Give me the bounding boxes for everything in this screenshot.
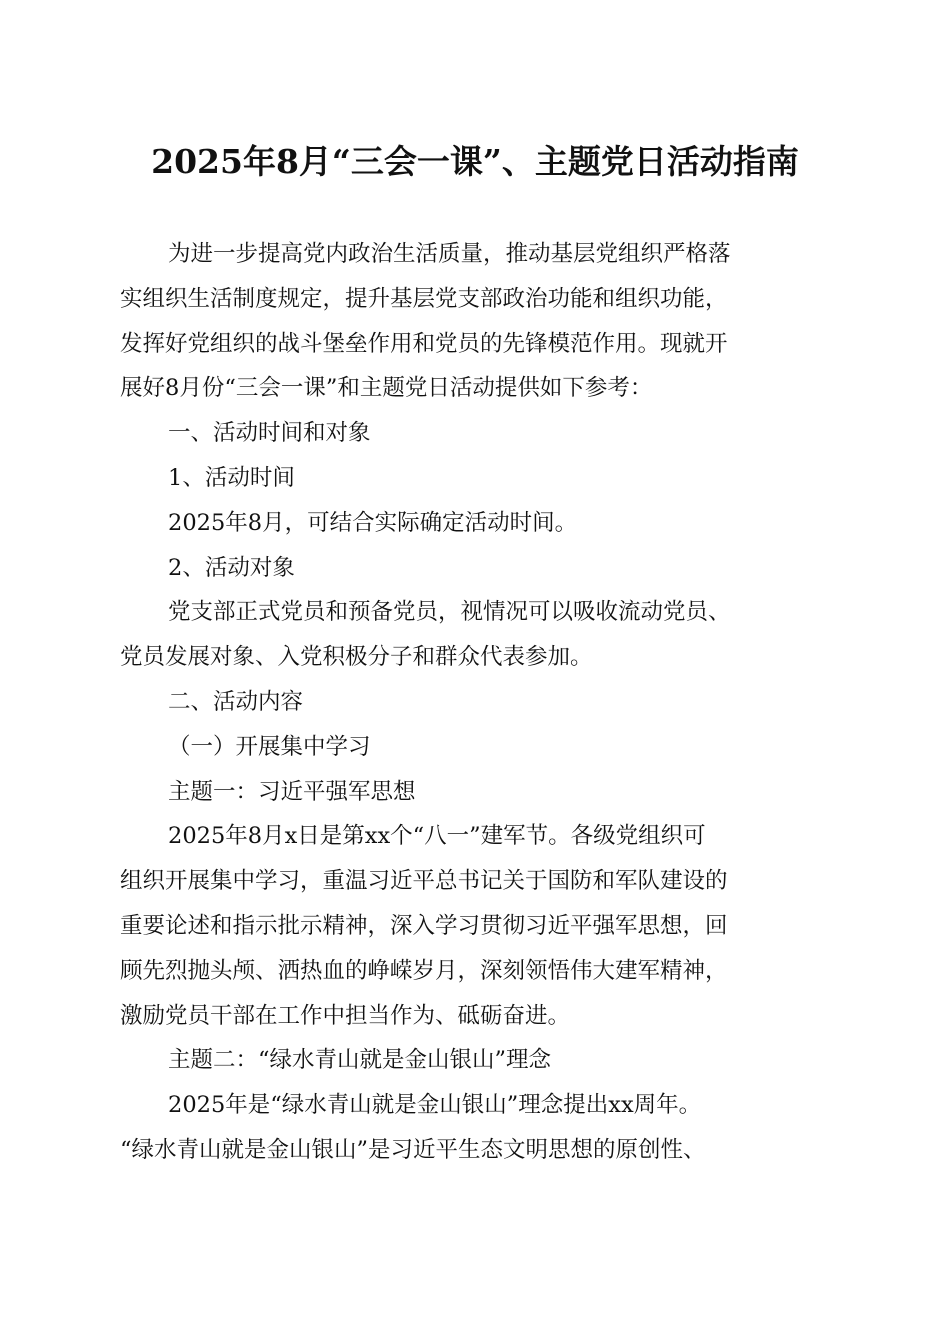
topic-heading: 主题二：“绿水青山就是金山银山”理念 — [168, 1047, 552, 1074]
topic-heading: 主题一：习近平强军思想 — [168, 778, 416, 805]
document-title: 2025年8月“三会一课”、主题党日活动指南 — [151, 142, 799, 181]
paragraph-line: 顾先烈抛头颅、洒热血的峥嵘岁月，深刻领悟伟大建军精神， — [120, 957, 728, 984]
paragraph-line: 展好8月份“三会一课”和主题党日活动提供如下参考： — [120, 375, 653, 402]
paragraph-line: 重要论述和指示批示精神，深入学习贯彻习近平强军思想，回 — [120, 912, 728, 939]
subsection-heading: 1、活动时间 — [168, 464, 295, 491]
paragraph-line: 实组织生活制度规定，提升基层党支部政治功能和组织功能， — [120, 285, 728, 312]
paragraph-line: 2025年8月x日是第xx个“八一”建军节。各级党组织可 — [168, 823, 706, 850]
paragraph-line: 党员发展对象、入党积极分子和群众代表参加。 — [120, 644, 593, 671]
paragraph-line: 党支部正式党员和预备党员，视情况可以吸收流动党员、 — [168, 599, 731, 626]
paragraph-line: 发挥好党组织的战斗堡垒作用和党员的先锋模范作用。现就开 — [120, 330, 728, 357]
paragraph-line: “绿水青山就是金山银山”是习近平生态文明思想的原创性、 — [120, 1136, 706, 1163]
paragraph-line: 2025年8月，可结合实际确定活动时间。 — [168, 509, 578, 536]
subsection-heading: （一）开展集中学习 — [168, 733, 371, 760]
paragraph-line: 为进一步提高党内政治生活质量，推动基层党组织严格落 — [168, 241, 731, 267]
subsection-heading: 2、活动对象 — [168, 554, 295, 581]
paragraph-line: 组织开展集中学习，重温习近平总书记关于国防和军队建设的 — [120, 868, 728, 895]
section-heading: 一、活动时间和对象 — [168, 420, 371, 447]
paragraph-line: 2025年是“绿水青山就是金山银山”理念提出xx周年。 — [168, 1092, 702, 1119]
document-body — [120, 232, 825, 1173]
section-heading: 二、活动内容 — [168, 688, 304, 715]
paragraph-line: 激励党员干部在工作中担当作为、砥砺奋进。 — [120, 1002, 571, 1029]
